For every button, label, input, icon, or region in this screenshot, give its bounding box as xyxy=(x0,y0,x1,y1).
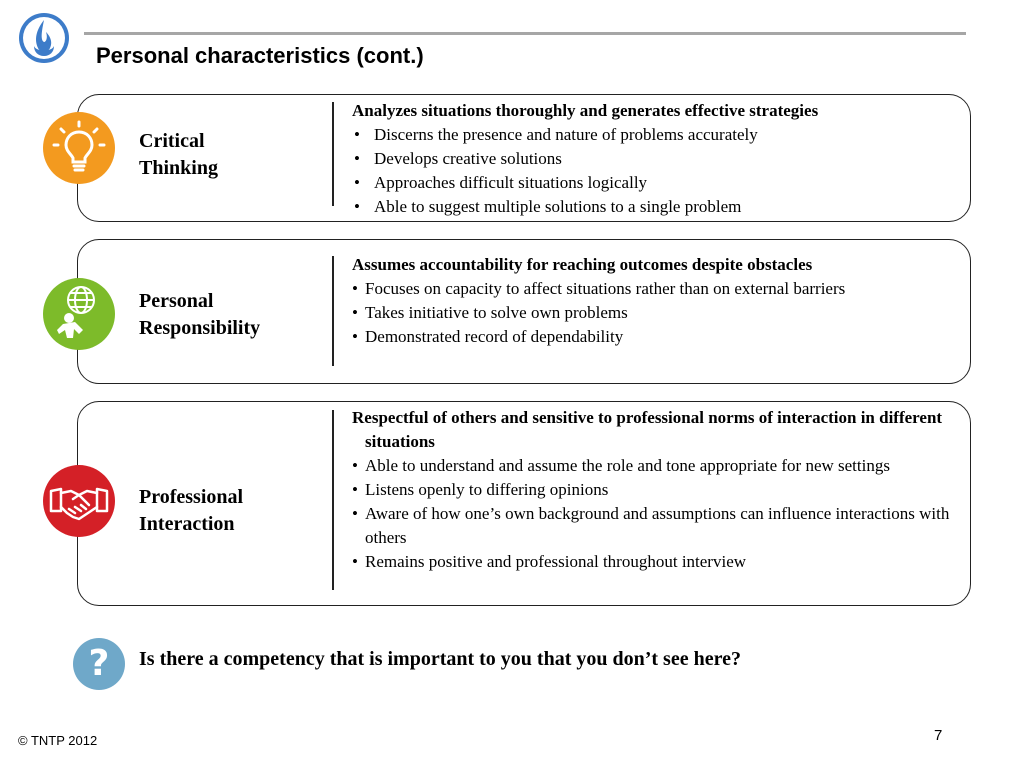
competency-name-line2: Responsibility xyxy=(139,317,261,339)
page-number: 7 xyxy=(934,727,943,744)
bullet-item: • Focuses on capacity to affect situations rather than on external barriers xyxy=(352,277,922,301)
competency-name-line1: Personal xyxy=(139,290,214,312)
bullet-item: • Approaches difficult situations logically xyxy=(352,171,962,195)
tntp-flame-logo-icon xyxy=(18,12,70,64)
bullet-item: • Able to understand and assume the role and tone appropriate for new settings xyxy=(352,454,950,478)
card-divider xyxy=(332,410,334,590)
handshake-icon xyxy=(43,465,115,537)
question-text: Is there a competency that is important to you that you don’t see here? xyxy=(139,648,741,670)
competency-name-line1: Critical xyxy=(139,130,205,152)
competency-lead: Analyzes situations thoroughly and generates effective strategies xyxy=(352,101,819,120)
bullet-item: • Discerns the presence and nature of problems accurately xyxy=(352,123,962,147)
competency-name-personal-responsibility xyxy=(139,288,319,342)
competency-description-critical-thinking xyxy=(352,99,962,219)
bullet-item: • Takes initiative to solve own problems xyxy=(352,301,922,325)
slide-title: Personal characteristics (cont.) xyxy=(96,43,424,68)
bullet-item: • Develops creative solutions xyxy=(352,147,962,171)
question-mark-icon: ? xyxy=(73,638,125,690)
bullet-item: • Listens openly to differing opinions xyxy=(352,478,950,502)
bullet-list xyxy=(352,454,950,574)
competency-lead: Assumes accountability for reaching outcomes despite obstacles xyxy=(352,255,813,274)
competency-description-personal-responsibility xyxy=(352,253,922,349)
person-carrying-globe-icon xyxy=(43,278,115,350)
card-divider xyxy=(332,102,334,206)
copyright: © TNTP 2012 xyxy=(18,733,98,748)
card-divider xyxy=(332,256,334,366)
competency-name-line2: Thinking xyxy=(139,157,218,179)
bullet-item: • Remains positive and professional throughout interview xyxy=(352,550,950,574)
competency-description-professional-interaction xyxy=(352,406,950,574)
bullet-item: • Demonstrated record of dependability xyxy=(352,325,922,349)
competency-name-line2: Interaction xyxy=(139,513,235,535)
bullet-list xyxy=(352,277,922,349)
bullet-list xyxy=(352,123,962,219)
title-rule xyxy=(84,32,966,35)
bullet-item: • Aware of how one’s own background and assumptions can influence interactions with others xyxy=(352,502,950,550)
competency-name-critical-thinking xyxy=(139,128,319,182)
competency-name-professional-interaction xyxy=(139,484,319,538)
competency-lead: Respectful of others and sensitive to professional norms of interaction in different situations xyxy=(352,408,943,451)
lightbulb-icon xyxy=(43,112,115,184)
competency-name-line1: Professional xyxy=(139,486,244,508)
bullet-item: • Able to suggest multiple solutions to a single problem xyxy=(352,195,962,219)
